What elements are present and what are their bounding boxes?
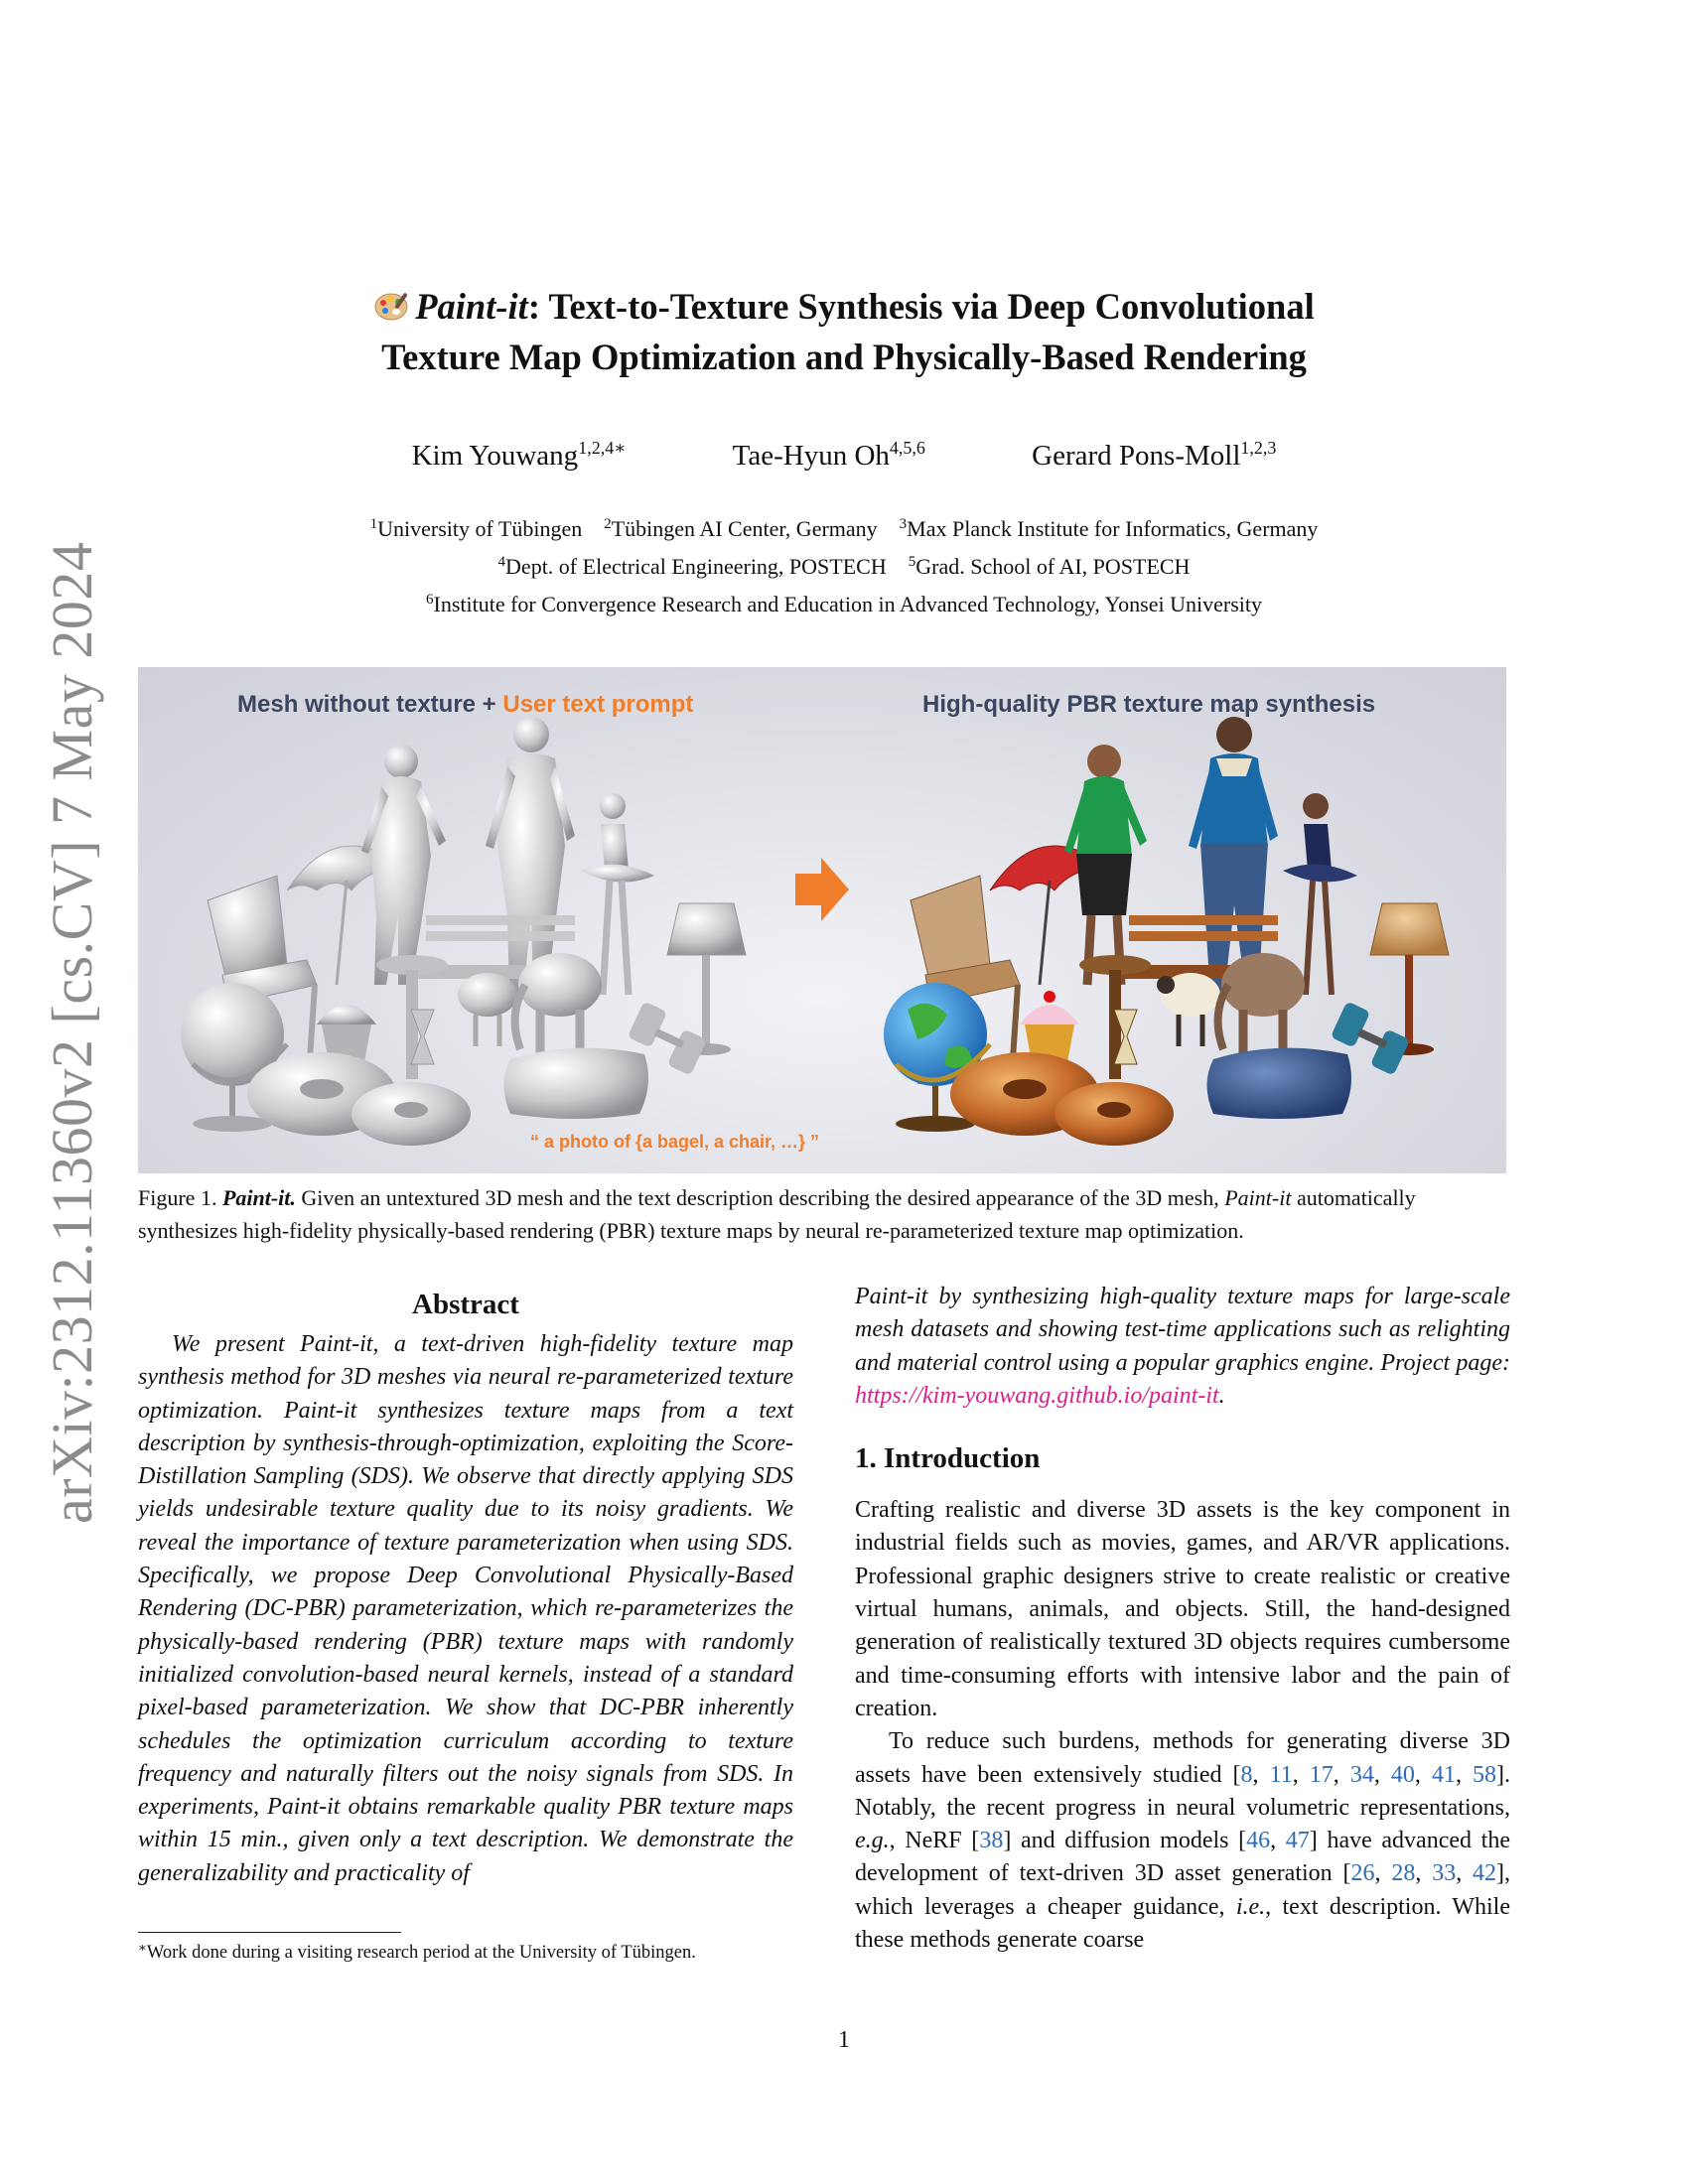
affiliation-4: Dept. of Electrical Engineering, POSTECH <box>505 554 887 579</box>
left-column <box>138 1281 793 1890</box>
citation[interactable]: 40 <box>1390 1761 1415 1788</box>
abstract-body: We present Paint-it, a text-driven high-fidelity texture map synthesis method for 3D meshes via neural re-parameterized texture optimization. Paint-it synthesizes texture maps from a text description by synthesis-through-optimization, exploiting the Score-Distillation Sampling (SDS). We observe that directly applying SDS yields undesirable texture quality due to its noisy gradients. We reveal the importance of texture parameterization when using SDS. Specifically, we propose Deep Convolutional Physically-Based Rendering (DC-PBR) parameterization, which re-parameterizes the physically-based rendering (PBR) texture maps with randomly initialized convolution-based neural kernels, instead of a standard pixel-based parameterization. We show that DC-PBR inherently schedules the optimization curriculum according to texture frequency and naturally filters out the noisy signals from SDS. In experiments, Paint-it obtains remarkable quality PBR texture maps within 15 min., given only a text description. We demonstrate the generalizability and practicality of <box>138 1331 793 1886</box>
title-line-1-rest: : Text-to-Texture Synthesis via Deep Convolutional <box>527 286 1315 327</box>
paper-title <box>199 281 1489 382</box>
figure-text-prompt: “ a photo of {a bagel, a chair, …} ” <box>530 1132 820 1152</box>
title-paint-it: Paint-it <box>415 286 528 327</box>
title-line-2: Texture Map Optimization and Physically-Based Rendering <box>381 337 1307 377</box>
affiliation-line-2: $^4$Dept. of Electrical Engineering, POSTECH $^5$Grad. School of AI, POSTECH <box>497 554 1191 579</box>
affiliation-3: Max Planck Institute for Informatics, Germany <box>907 516 1319 541</box>
right-column <box>855 1281 1510 1957</box>
citation[interactable]: 58 <box>1473 1761 1497 1788</box>
footnote-divider <box>138 1932 401 1933</box>
author-1: Kim Youwang$^{1,2,4∗}$ <box>411 438 627 472</box>
palette-icon <box>373 290 409 322</box>
abstract-heading: Abstract <box>412 1289 519 1320</box>
intro-paragraph-2: To reduce such burdens, methods for generating diverse 3D assets have been extensively studied [8, 11, 17, 34, 40, 41, 58]. Notably, the recent progress in neural volumetric representations, e.g., NeRF [38] and diffusion models [46, 47] have advanced the development of text-driven 3D asset generation [26, 28, 33, 42], which leverages a cheaper guidance, i.e., text description. While these methods generate coarse <box>855 1728 1511 1954</box>
citation[interactable]: 47 <box>1285 1828 1310 1854</box>
citation[interactable]: 11 <box>1269 1761 1293 1788</box>
arxiv-stamp: arXiv:2312.11360v2 [cs.CV] 7 May 2024 <box>40 541 104 1524</box>
affiliation-6: Institute for Convergence Research and Education in Advanced Technology, Yonsei University <box>433 592 1262 616</box>
citation[interactable]: 42 <box>1473 1860 1497 1887</box>
page-number: 1 <box>838 2027 850 2053</box>
teaser-figure <box>138 667 1506 1173</box>
intro-paragraph-1: Crafting realistic and diverse 3D assets is the key component in industrial fields such as movies, games, and AR/VR applications. Professional graphic designers strive to create realistic or creative virtual humans, animals, and objects. Still, the hand-designed generation of realistically textured 3D objects requires cumbersome and time-consuming efforts with intensive labor and the pain of creation. <box>855 1497 1510 1721</box>
introduction-heading: 1. Introduction <box>855 1442 1041 1475</box>
author-list <box>199 440 1489 473</box>
citation[interactable]: 8 <box>1240 1761 1253 1788</box>
affiliation-2: Tübingen AI Center, Germany <box>611 516 878 541</box>
citation[interactable]: 28 <box>1391 1860 1416 1887</box>
author-2: Tae-Hyun Oh$^{4,5,6}$ <box>732 438 925 472</box>
affiliation-5: Grad. School of AI, POSTECH <box>915 554 1191 579</box>
footnote: ∗Work done during a visiting research period at the University of Tübingen. <box>138 1940 696 1963</box>
citation[interactable]: 33 <box>1432 1860 1457 1887</box>
citation[interactable]: 38 <box>979 1828 1004 1854</box>
project-page-link[interactable]: https://kim-youwang.github.io/paint-it <box>855 1382 1219 1409</box>
teaser-illustration <box>138 667 1506 1173</box>
title-line-1 <box>199 281 1489 332</box>
citation[interactable]: 46 <box>1246 1828 1271 1854</box>
affiliation-line-1: $^1$University of Tübingen $^2$Tübingen AI Center, Germany $^3$Max Planck Institute for Informatics, Germany <box>369 516 1319 541</box>
arrow-right-icon <box>795 858 849 921</box>
affiliations <box>199 510 1489 623</box>
figure-right-heading: High-quality PBR texture map synthesis <box>922 691 1376 718</box>
untextured-meshes <box>181 717 746 1146</box>
affiliation-1: University of Tübingen <box>377 516 583 541</box>
citation[interactable]: 26 <box>1350 1860 1375 1887</box>
citation[interactable]: 17 <box>1309 1761 1334 1788</box>
figure-caption: Figure 1. Paint-it. Given an untextured 3D mesh and the text description describing the desired appearance of the 3D mesh, Paint-it automatically synthesizes high-fidelity physically-based rendering (PBR) texture maps by neural re-parameterized texture map optimization. <box>138 1185 1416 1243</box>
citation[interactable]: 34 <box>1349 1761 1374 1788</box>
abstract-continuation: Paint-it by synthesizing high-quality texture maps for large-scale mesh datasets and showing test-time applications such as relighting and material control using a popular graphics engine. Project page: https://kim-youwang.github.io/paint-it. <box>855 1284 1510 1409</box>
author-3: Gerard Pons-Moll$^{1,2,3}$ <box>1032 438 1277 472</box>
citation[interactable]: 41 <box>1431 1761 1456 1788</box>
figure-left-heading: Mesh without texture + User text prompt <box>237 691 694 718</box>
textured-meshes <box>884 717 1449 1146</box>
affiliation-line-3: $^6$Institute for Convergence Research and Education in Advanced Technology, Yonsei University <box>426 592 1262 616</box>
